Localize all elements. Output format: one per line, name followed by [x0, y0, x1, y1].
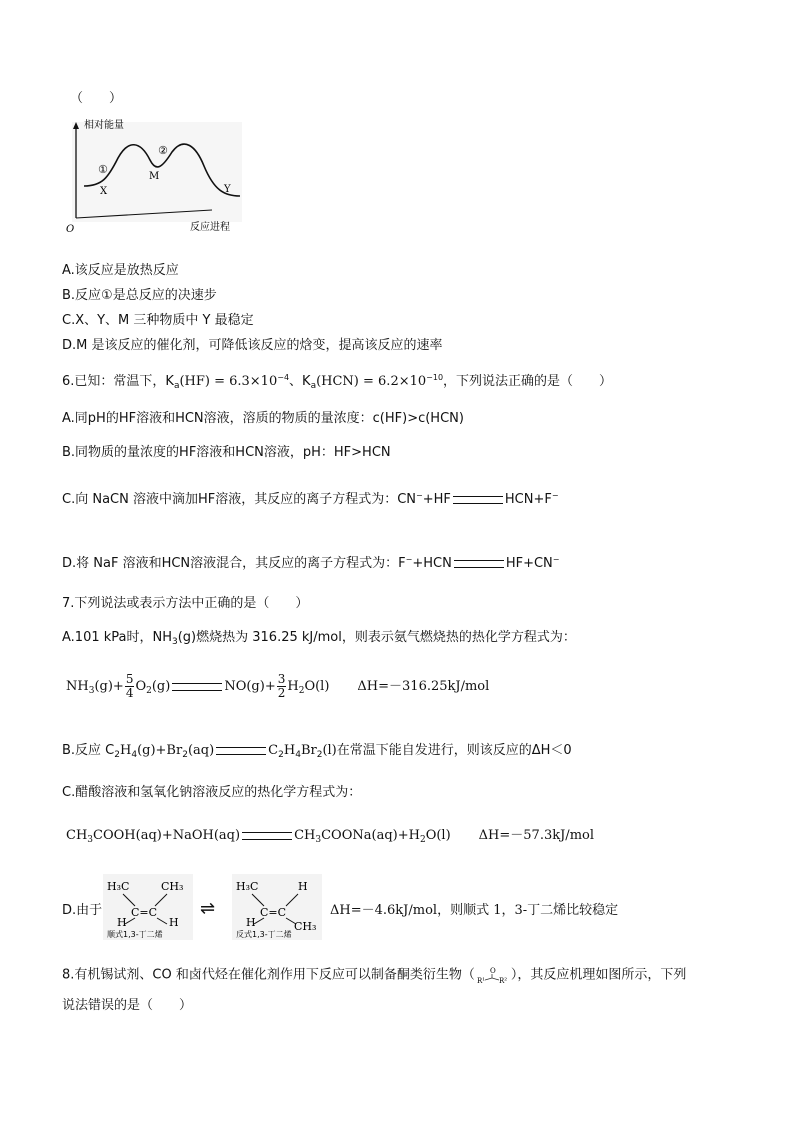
svg-text:C=C: C=C — [131, 906, 158, 919]
q7-option-b: B.反应 $C_2H_4(g)+Br_2(aq)$ $C_2H_4Br_2(l)$在常温下能自发进行，则该反应的ΔH＜0 — [62, 743, 572, 760]
q6-option-b: B.同物质的量浓度的HF溶液和HCN溶液，pH：HF>HCN — [62, 445, 391, 460]
equation-arrow — [172, 683, 222, 691]
equation-arrow — [453, 496, 503, 504]
step2-label: ② — [158, 144, 168, 157]
svg-text:H: H — [117, 916, 127, 929]
q7-equation-a: $NH_3(g)+$ $\frac{5}{4}$ $O_2(g)$ NO(g)+ $\frac{3}{2}$ $H_2O(l)$ ΔH=－316.25kJ/mol — [66, 672, 490, 700]
origin-label: O — [66, 224, 75, 235]
svg-text:H₃C: H₃C — [236, 880, 259, 893]
svg-text:H: H — [169, 916, 179, 929]
y-axis-label: 相对能量 — [84, 120, 124, 131]
svg-text:R²: R² — [498, 977, 507, 984]
q7-option-d-label: D.由于 — [62, 903, 103, 918]
svg-text:H: H — [298, 880, 308, 893]
equation-arrow — [216, 747, 266, 755]
energy-diagram — [62, 118, 252, 236]
svg-text:O: O — [489, 967, 496, 975]
q6-option-d: D.将 NaF 溶液和HCN溶液混合，其反应的离子方程式为：F−+HCN HF+CN− — [62, 555, 560, 571]
fraction-5-4: $\frac{5}{4}$ — [125, 672, 134, 700]
q6-option-a: A.同pH的HF溶液和HCN溶液，溶质的物质的量浓度：c(HF)>c(HCN) — [62, 411, 464, 426]
q7-stem: 7.下列说法或表示方法中正确的是（ ） — [62, 596, 309, 611]
fraction-3-2: $\frac{3}{2}$ — [277, 672, 286, 700]
svg-text:反式1,3-丁二烯: 反式1,3-丁二烯 — [236, 930, 292, 939]
point-m-label: M — [149, 171, 160, 182]
q5-option-a: A.该反应是放热反应 — [62, 263, 179, 278]
q6-option-c: C.向 NaCN 溶液中滴加HF溶液，其反应的离子方程式为：CN−+HF HCN+F− — [62, 491, 559, 507]
equilibrium-arrow: ⇌ — [200, 898, 216, 919]
step1-label: ① — [98, 163, 108, 176]
svg-text:R¹: R¹ — [476, 977, 485, 984]
q8-stem-line2: 说法错误的是（ ） — [62, 998, 193, 1013]
svg-text:C=C: C=C — [260, 906, 287, 919]
svg-text:CH₃: CH₃ — [161, 880, 184, 893]
q7-option-c: C.醋酸溶液和氢氧化钠溶液反应的热化学方程式为： — [62, 785, 362, 800]
cis-butadiene-structure — [103, 874, 193, 940]
equation-arrow — [454, 560, 504, 568]
q6-stem: 6.已知：常温下，$K_a(HF) = 6.3\times 10^{-4}$、$K_a(HCN) = 6.2\times 10^{-10}$，下列说法正确的是（ ） — [62, 373, 613, 391]
q7-equation-c: $CH_3COOH(aq)+NaOH(aq)$ $CH_3COONa(aq)+H_2O(l)$ ΔH=－57.3kJ/mol — [66, 828, 594, 845]
svg-text:CH₃: CH₃ — [294, 920, 317, 933]
q5-option-b: B.反应①是总反应的决速步 — [62, 288, 217, 303]
q5-paren: （ ） — [70, 91, 123, 106]
q7-option-a: A.101 kPa时，$NH_3(g)$燃烧热为 316.25 kJ/mol，则表示氨气燃烧热的热化学方程式为： — [62, 630, 576, 647]
q5-option-c: C.X、Y、M 三种物质中 Y 最稳定 — [62, 313, 254, 328]
x-axis-label: 反应进程 — [190, 222, 230, 233]
ketone-structure — [475, 966, 511, 984]
svg-text:顺式1,3-丁二烯: 顺式1,3-丁二烯 — [107, 930, 163, 939]
svg-text:H: H — [246, 916, 256, 929]
point-y-label: Y — [224, 184, 231, 195]
q5-option-d: D.M 是该反应的催化剂，可降低该反应的焓变，提高该反应的速率 — [62, 338, 443, 353]
svg-text:H₃C: H₃C — [107, 880, 130, 893]
point-x-label: X — [100, 186, 108, 197]
equation-arrow — [242, 832, 292, 840]
q8-stem-line1: 8.有机锡试剂、CO 和卤代烃在催化剂作用下反应可以制备酮类衍生物（ O R¹ R² ），其反应机理如图所示，下列 — [62, 967, 687, 984]
trans-butadiene-structure — [232, 874, 322, 940]
q7-option-d-text: ΔH=－4.6kJ/mol，则顺式 1，3-丁二烯比较稳定 — [330, 903, 619, 918]
